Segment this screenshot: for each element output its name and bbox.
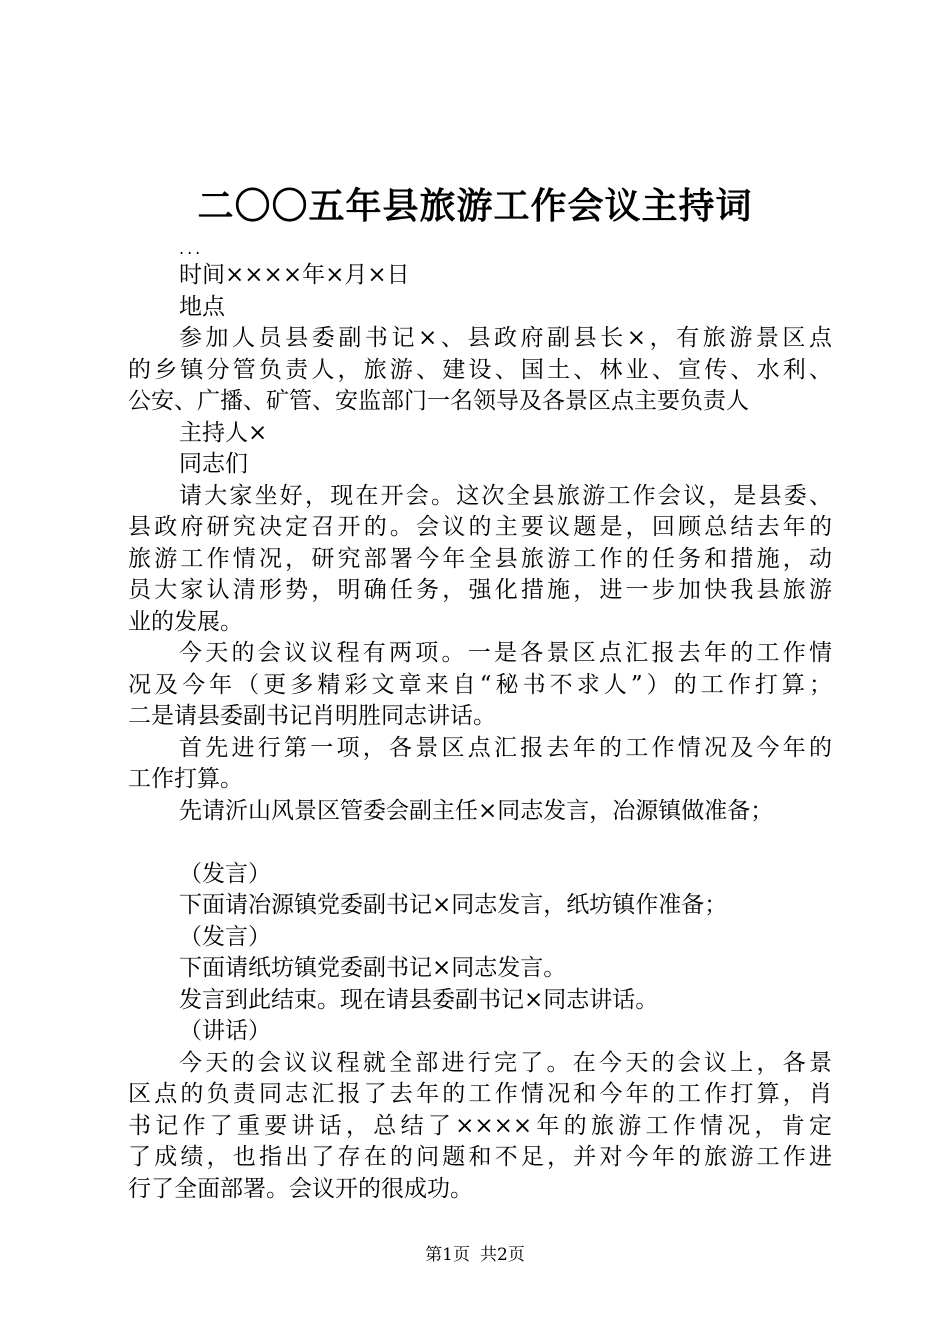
attendees-line-1: 参加人员县委副书记×、县政府副县长×，有旅游景区点: [179, 325, 832, 351]
paragraph-1-line-3: 旅游工作情况，研究部署今年全县旅游工作的任务和措施，动: [128, 545, 832, 572]
attendees-line-3: 公安、广播、矿管、安监部门一名领导及各景区点主要负责人: [128, 388, 749, 414]
paragraph-3-line-1: 首先进行第一项，各景区点汇报去年的工作情况及今年的: [179, 734, 832, 761]
page-total: 共2页: [480, 1245, 525, 1265]
paragraph-2-line-3: 二是请县委副书记肖明胜同志讲话。: [128, 703, 496, 729]
greeting-line: 同志们: [179, 451, 248, 477]
place-line: 地点: [179, 293, 225, 320]
paragraph-8-line-1: 今天的会议议程就全部进行完了。在今天的会议上，各景: [179, 1049, 832, 1076]
paragraph-4-line-1: 先请沂山风景区管委会副主任×同志发言，冶源镇做准备；: [179, 797, 774, 824]
document-body: [128, 238, 832, 1205]
paragraph-3-line-2: 工作打算。: [128, 766, 243, 792]
document-title: 二〇〇五年县旅游工作会议主持词: [197, 185, 753, 227]
talk-marker: （讲话）: [179, 1018, 271, 1044]
attendees-line-2: 的乡镇分管负责人，旅游、建设、国土、林业、宣传、水利、: [128, 356, 832, 383]
paragraph-1-line-1: 请大家坐好，现在开会。这次全县旅游工作会议，是县委、: [179, 482, 832, 509]
ellipsis-line: ...: [179, 239, 204, 258]
paragraph-8-line-3: 书记作了重要讲话，总结了××××年的旅游工作情况，肯定: [128, 1112, 832, 1139]
page-footer: [0, 1243, 950, 1267]
paragraph-1-line-2: 县政府研究决定召开的。会议的主要议题是，回顾总结去年的: [128, 514, 832, 540]
speech-marker-1: （发言）: [179, 860, 271, 887]
paragraph-8-line-5: 行了全面部署。会议开的很成功。: [128, 1175, 473, 1202]
paragraph-1-line-5: 业的发展。: [128, 608, 243, 635]
paragraph-5-line-1: 下面请冶源镇党委副书记×同志发言，纸坊镇作准备；: [179, 892, 728, 918]
paragraph-8-line-4: 了成绩，也指出了存在的问题和不足，并对今年的旅游工作进: [128, 1144, 832, 1170]
speech-marker-2: （发言）: [179, 923, 271, 950]
paragraph-1-line-4: 员大家认清形势，明确任务，强化措施，进一步加快我县旅游: [128, 577, 832, 603]
paragraph-8-line-2: 区点的负责同志汇报了去年的工作情况和今年的工作打算，肖: [128, 1081, 832, 1107]
time-line: 时间××××年×月×日: [179, 262, 410, 288]
paragraph-2-line-2: 况及今年（更多精彩文章来自“秘书不求人”）的工作打算；: [128, 671, 832, 698]
paragraph-6-line-1: 下面请纸坊镇党委副书记×同志发言。: [179, 955, 567, 981]
blank-line: [128, 827, 832, 859]
paragraph-7-line-1: 发言到此结束。现在请县委副书记×同志讲话。: [179, 986, 659, 1013]
paragraph-2-line-1: 今天的会议议程有两项。一是各景区点汇报去年的工作情: [179, 640, 832, 666]
page-number: 第1页: [425, 1245, 470, 1265]
host-line: 主持人×: [179, 419, 268, 446]
